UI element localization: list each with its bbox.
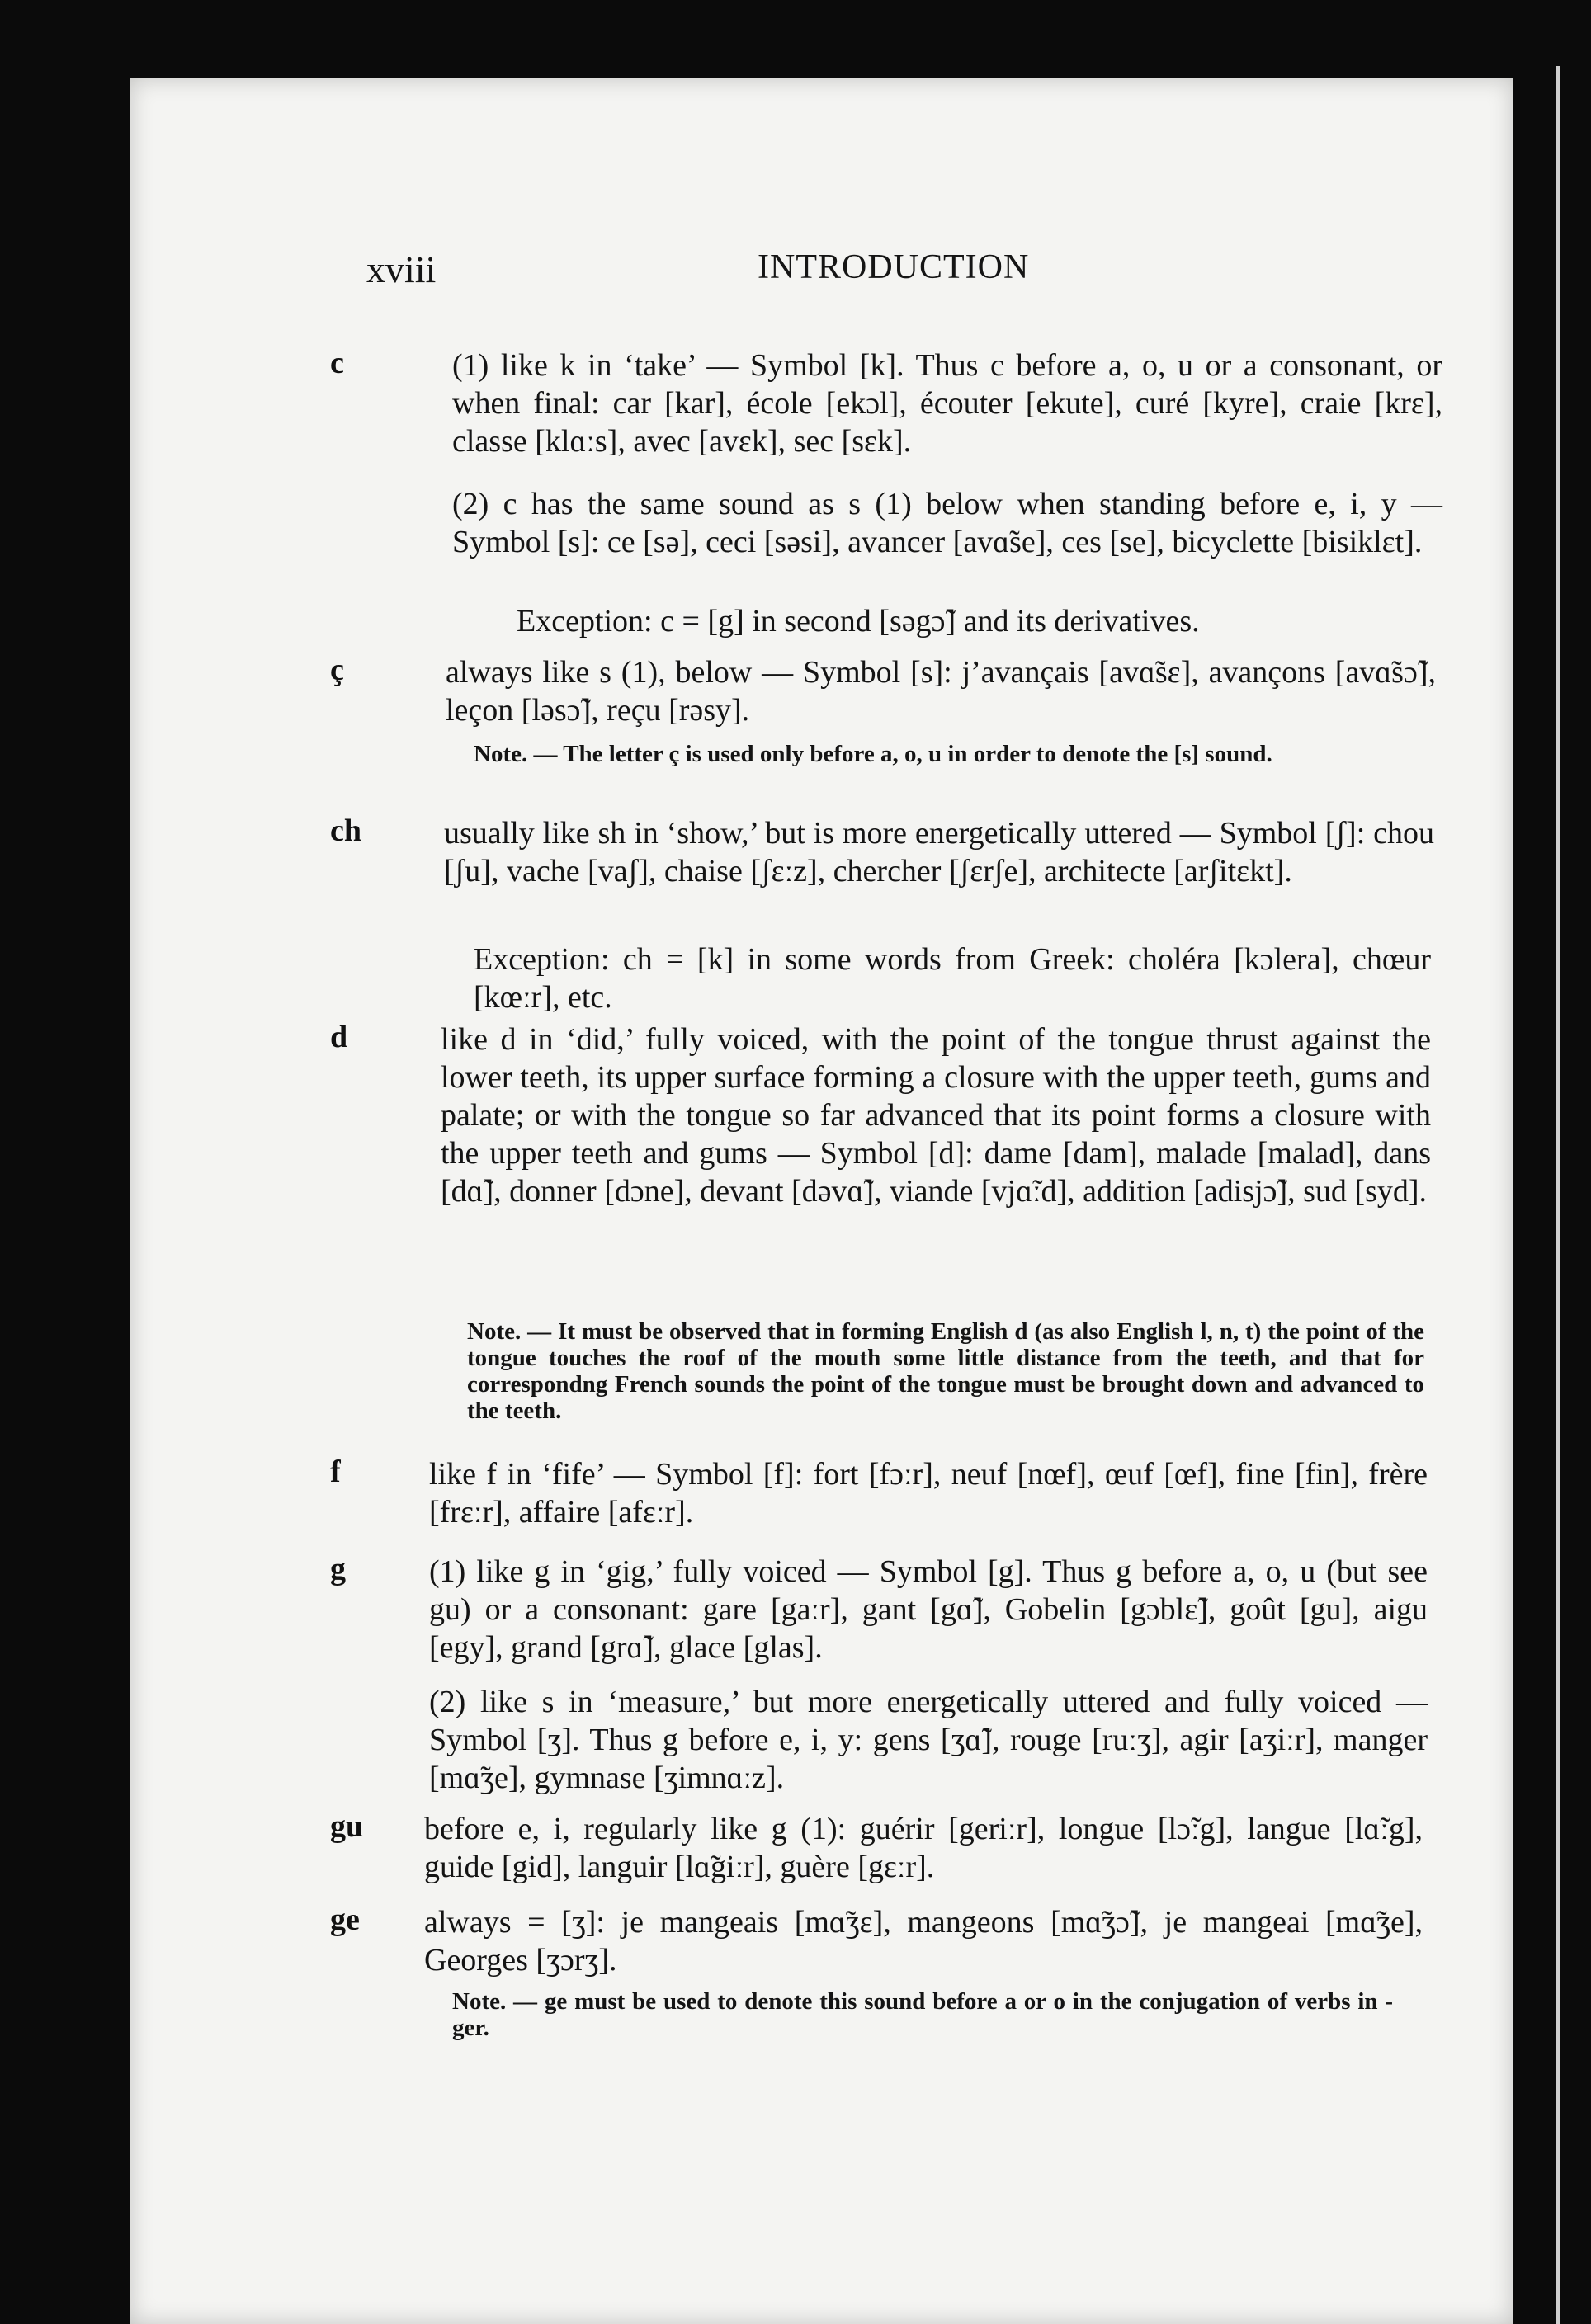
- entry-ge-rule: always = [ʒ]: je mangeais [mɑ̃ʒɛ], mangeons [mɑ̃ʒɔ̃], je mangeai [mɑ̃ʒe], Georges [ʒɔrʒ].: [424, 1905, 1423, 1978]
- page-number: xviii: [366, 248, 437, 290]
- entry-ch-exception: Exception: ch = [k] in some words from Greek: choléra [kɔlera], chœur [kœːr], etc.: [474, 942, 1431, 1015]
- entry-g-rule-2: (2) like s in ‘measure,’ but more energetically uttered and fully voiced — Symbol [ʒ]. Thus g before e, i, y: gens [ʒɑ̃], rouge [ruːʒ], agir [aʒiːr], manger [mɑ̃ʒe], gymnase [ʒimnɑːz].: [429, 1685, 1428, 1795]
- entry-d-rule: like d in ‘did,’ fully voiced, with the point of the tongue thrust against the lower teeth, its upper surface forming a closure with the upper teeth, gums and palate; or with the tongue so far advanced that its point forms a closure with the upper teeth and gums — Symbol [d]: dame [dam], malade [malad], dans [dɑ̃], donner [dɔne], devant [dəvɑ̃], viande [vjɑ̃ːd], addition [adisjɔ̃], sud [syd].: [441, 1022, 1431, 1209]
- entry-c-exception: Exception: c = [g] in second [səgɔ̃] and its derivatives.: [517, 604, 1200, 639]
- entry-letter-ch: ch: [330, 813, 361, 848]
- running-title: INTRODUCTION: [758, 248, 1030, 286]
- entry-gu-rule: before e, i, regularly like g (1): guérir [geriːr], longue [lɔ̃ːg], langue [lɑ̃ːg], guide [gid], languir [lɑ̃giːr], guère [gɛːr].: [424, 1812, 1423, 1884]
- entry-c-cedilla-rule: always like s (1), below — Symbol [s]: j’avançais [avɑ̃sɛ], avançons [avɑ̃sɔ̃], leçon [ləsɔ̃], reçu [rəsy].: [446, 655, 1436, 728]
- entry-letter-c-cedilla: ç: [330, 653, 344, 687]
- entry-ge-note: Note. — ge must be used to denote this sound before a or o in the conjugation of verbs in -ger.: [452, 1988, 1393, 2041]
- entry-d-note: Note. — It must be observed that in forming English d (as also English l, n, t) the point of the tongue touches the roof of the mouth some little distance from the teeth, and that for correspondng French sounds the point of the tongue must be brought down and advanced to the teeth.: [467, 1318, 1424, 1424]
- entry-g-rule-1: (1) like g in ‘gig,’ fully voiced — Symbol [g]. Thus g before a, o, u (but see gu) or a consonant: gare [gaːr], gant [gɑ̃], Gobelin [gɔblɛ̃], goût [gu], aigu [egy], grand [grɑ̃], glace [glas].: [429, 1554, 1428, 1665]
- entry-f-rule: like f in ‘fife’ — Symbol [f]: fort [fɔːr], neuf [nœf], œuf [œf], fine [fin], frère [frɛːr], affaire [afɛːr].: [429, 1457, 1428, 1530]
- entry-ch-rule: usually like sh in ‘show,’ but is more energetically uttered — Symbol [ʃ]: chou [ʃu], vache [vaʃ], chaise [ʃɛːz], chercher [ʃɛrʃe], architecte [arʃitɛkt].: [444, 816, 1434, 889]
- entry-letter-c: c: [330, 346, 344, 380]
- entry-letter-d: d: [330, 1020, 348, 1054]
- entry-letter-gu: gu: [330, 1809, 364, 1844]
- entry-c-rule-1: (1) like k in ‘take’ — Symbol [k]. Thus c before a, o, u or a consonant, or when final: car [kar], école [ekɔl], écouter [ekute], curé [kyre], craie [krɛ], classe [klɑːs], avec [avɛk], sec [sɛk].: [452, 348, 1442, 459]
- entry-letter-ge: ge: [330, 1902, 360, 1937]
- entry-c-rule-2: (2) c has the same sound as s (1) below when standing before e, i, y — Symbol [s]: ce [sə], ceci [səsi], avancer [avɑ̃se], ces [se], bicyclette [bisiklɛt].: [452, 487, 1442, 559]
- entry-letter-g: g: [330, 1552, 346, 1586]
- page-edge: [1556, 66, 1560, 2324]
- entry-letter-f: f: [330, 1454, 341, 1489]
- entry-c-cedilla-note: Note. — The letter ç is used only before a, o, u in order to denote the [s] sound.: [474, 741, 1272, 767]
